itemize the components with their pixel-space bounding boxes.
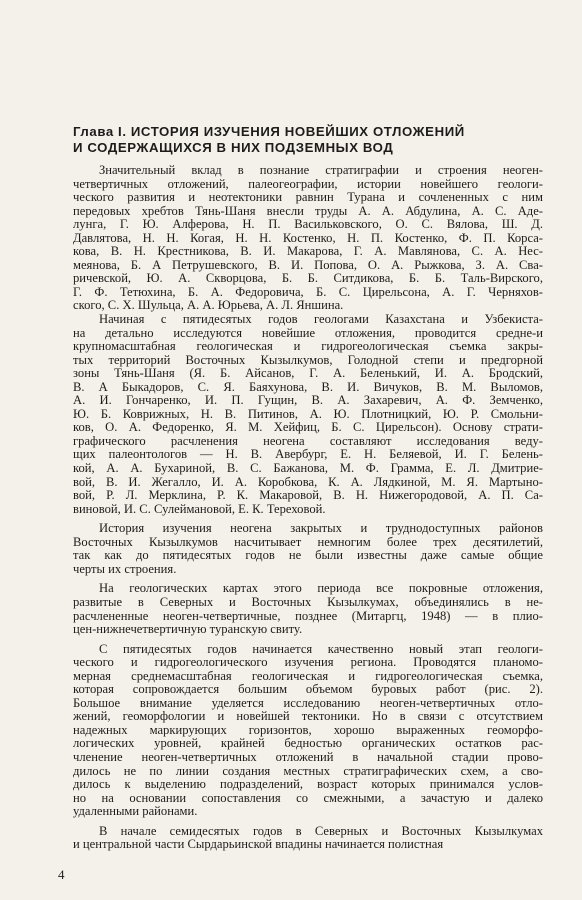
text-line: На геологических картах этого периода все покровные отложения, — [99, 582, 543, 596]
chapter-title-line: Глава I. ИСТОРИЯ ИЗУЧЕНИЯ НОВЕЙШИХ ОТЛОЖЕНИЙ — [73, 124, 465, 139]
text-line: дилось не по линии создания местных стратиграфических схем, а сво- — [73, 764, 543, 778]
text-line: ческого развития и неотектоники равнин Турана и сочлененных с ним — [73, 191, 543, 205]
text-line: дилось к выделению подразделений, возраст которых принимался услов- — [73, 778, 543, 792]
text-line: мерная среднемасштабная геологическая и гидрогеологическая съемка, — [73, 669, 543, 683]
text-line: передовых хребтов Тянь-Шаня внесли труды А. А. Абдулина, А. С. Аде- — [73, 204, 543, 218]
text-line: кой, А. А. Бухариной, В. С. Бажанова, М. Ф. Грамма, Е. Л. Дмитрие- — [73, 462, 543, 476]
text-line: но на основании сопоставления со смежными, а зачастую и далеко — [73, 791, 543, 805]
text-line: и центральной части Сырдарьинской впадины начинается полистная — [73, 838, 444, 852]
text-line: А. И. Гончаренко, И. П. Гущин, В. А. Захаревич, А. Ф. Земченко, — [73, 394, 543, 408]
paragraph — [73, 825, 543, 852]
text-line: кова, В. Н. Крестникова, В. И. Макарова, Г. А. Мавлянова, С. А. Нес- — [73, 245, 543, 259]
text-line: надежных маркирующих горизонтов, хорошо выраженных геоморфо- — [73, 723, 543, 737]
text-line: тых территорий Восточных Кызылкумов, Голодной степи и предгорной — [73, 353, 543, 367]
text-line: вой, В. И. Жегалло, И. А. Коробкова, К. А. Лядкиной, М. Я. Мартыно- — [73, 475, 543, 489]
paragraph — [73, 313, 543, 516]
paragraph — [73, 582, 543, 636]
text-line: черты их строения. — [73, 562, 177, 576]
text-line: Давлятова, Н. Н. Когая, Н. Н. Костенко, Н. П. Костенко, Ф. П. Корса- — [73, 231, 543, 245]
paragraph — [73, 643, 543, 819]
text-line: История изучения неогена закрытых и труднодоступных районов — [99, 522, 543, 536]
text-line: ческого и гидрогеологического изучения региона. Проводятся планомо- — [73, 656, 543, 670]
text-line: С пятидесятых годов начинается качественно новый этап геологи- — [99, 642, 543, 656]
text-line: развитые в Северных и Восточных Кызылкумах, объединялись в не- — [73, 595, 543, 609]
text-line: ского, С. Х. Шульца, А. А. Юрьева, А. Л. Яншина. — [73, 299, 344, 313]
text-line: которая сопровождается большим объемом буровых работ (рис. 2). — [73, 683, 543, 697]
text-line: В начале семидесятых годов в Северных и Восточных Кызылкумах — [99, 824, 543, 838]
text-line: крупномасштабная геологическая и гидрогеологическая съемка закры- — [73, 340, 543, 354]
text-line: ков, О. А. Федоренко, Я. М. Хейфиц, Б. С. Цирельсон). Основу страти- — [73, 421, 543, 435]
paragraph — [73, 164, 543, 313]
text-line: расчлененные неоген-четвертичные, позднее (Митаргц, 1948) — в плио- — [73, 609, 543, 623]
text-line: на детально исследуются новейшие отложения, проводится средне-и — [73, 326, 543, 340]
text-line: Большое внимание уделяется исследованию неоген-четвертичных отло- — [73, 696, 543, 710]
body-text — [73, 164, 543, 852]
text-line: жений, геоморфологии и новейшей тектоники. Но в связи с отсутствием — [73, 710, 543, 724]
text-line: лунга, Г. Ю. Алферова, Н. П. Васильковского, О. С. Вялова, Ш. Д. — [73, 218, 543, 232]
text-line: Значительный вклад в познание стратиграфии и строения неоген- — [99, 164, 543, 177]
text-line: так как до пятидесятых годов не были известны даже самые общие — [73, 549, 543, 563]
text-line: щих палеонтологов — Н. В. Авербург, Е. Н. Беляевой, И. Г. Белень- — [73, 448, 543, 462]
text-line: четвертичных отложений, палеогеографии, истории новейшего геологи- — [73, 177, 543, 191]
text-line: графического расчленения неогена составляют исследования веду- — [73, 434, 543, 448]
text-line: меянова, Б. А Петрушевского, В. И. Попова, О. А. Рыжкова, З. А. Сва- — [73, 258, 543, 272]
chapter-title — [73, 124, 543, 156]
text-line: зоны Тянь-Шаня (Я. Б. Айсанов, Г. А. Беленький, И. А. Бродский, — [73, 367, 543, 381]
page-number: 4 — [58, 867, 65, 882]
text-line: удаленными районами. — [73, 805, 198, 819]
book-page — [73, 0, 543, 900]
text-line: логических уровней, крайней бедностью органических остатков рас- — [73, 737, 543, 751]
text-line: В. А Быкадоров, С. Я. Баяхунова, В. И. Вичуков, В. М. Выломов, — [73, 380, 543, 394]
chapter-title-line: И СОДЕРЖАЩИХСЯ В НИХ ПОДЗЕМНЫХ ВОД — [73, 140, 394, 155]
text-line: ричевской, Ю. А. Скворцова, Б. Б. Ситдикова, Б. Б. Таль-Вирского, — [73, 272, 543, 286]
text-line: виновой, И. С. Сулеймановой, Е. К. Тереховой. — [73, 502, 326, 516]
paragraph — [73, 522, 543, 576]
text-line: вой, Р. Л. Мерклина, Р. К. Макаровой, В. Н. Нижегородовой, А. П. Са- — [73, 489, 543, 503]
text-line: Г. Ф. Тетюхина, Б. А. Федоровича, Б. С. Цирельсона, А. Г. Черняхов- — [73, 285, 543, 299]
text-line: Восточных Кызылкумов насчитывает немногим более трех десятилетий, — [73, 535, 543, 549]
text-line: Ю. Б. Коврижных, Н. В. Питинов, А. Ю. Плотницкий, Ю. Р. Смольни- — [73, 407, 543, 421]
text-line: членение неоген-четвертичных отложений в начальной стадии прово- — [73, 750, 543, 764]
text-line: Начиная с пятидесятых годов геологами Казахстана и Узбекиста- — [99, 313, 543, 327]
text-line: цен-нижнечетвертичную туранскую свиту. — [73, 623, 303, 637]
